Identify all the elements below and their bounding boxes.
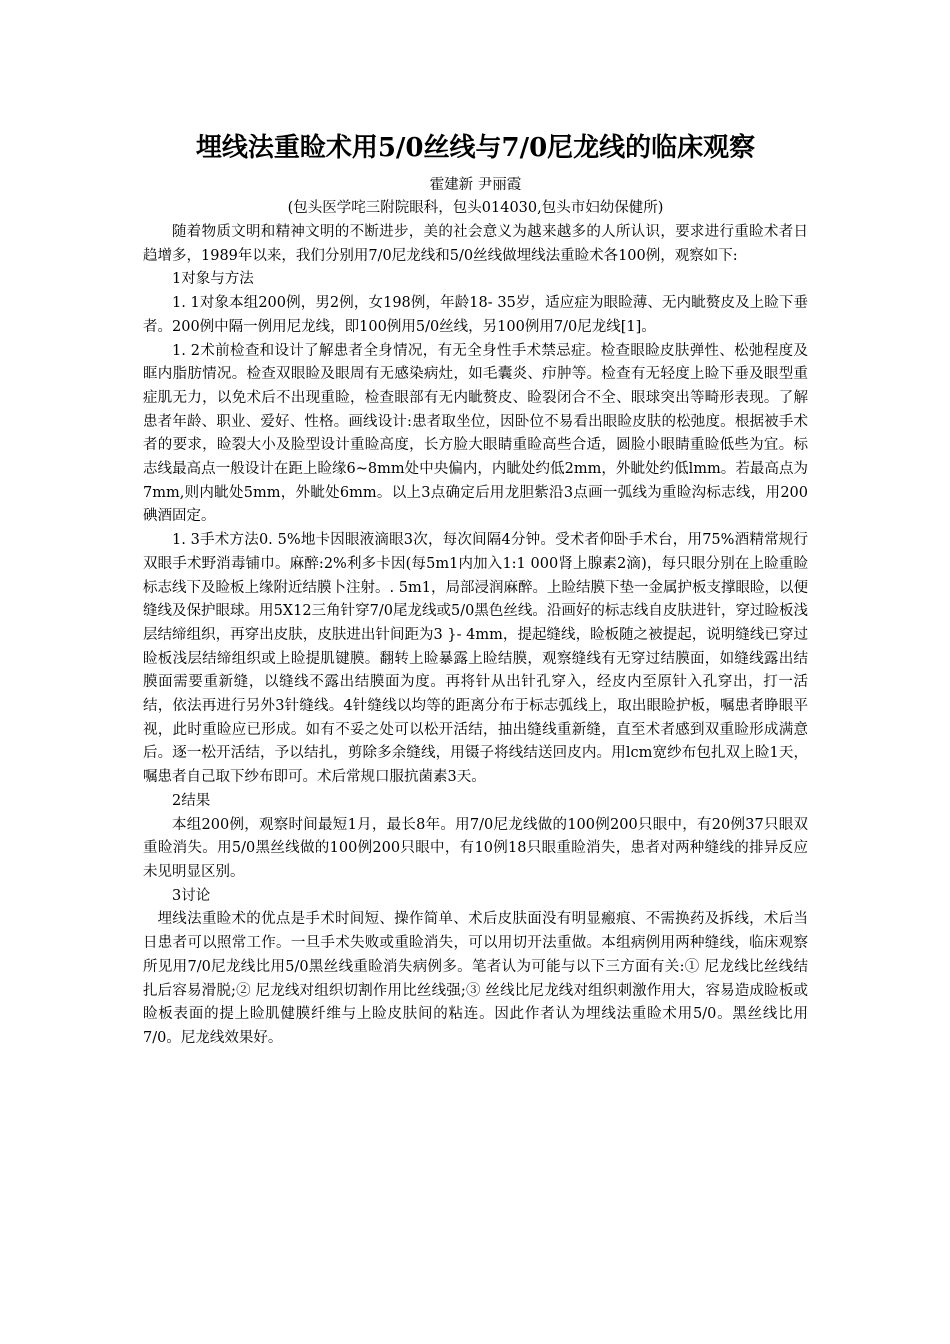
section-3-paragraph: 埋线法重睑术的优点是手术时间短、操作简单、术后皮肤面没有明显瘢痕、不需换药及拆线，术后当日患者可以照常工作。一旦手术失败或重睑消失，可以用切开法重做。本组病例用两种缝线，临床观察所见用7/0尼龙线比用5/0黑丝线重睑消失病例多。笔者认为可能与以下三方面有关:① 尼龙线比丝线结扎后容易滑脱;② 尼龙线对组织切割作用比丝线强;③ 丝线比尼龙线对组织刺激作用大，容易造成睑板或睑板表面的提上睑肌健膜纤维与上睑皮肤间的粘连。因此作者认为埋线法重睑术用5/0。黑丝线比用7/0。尼龙线效果好。 (143, 911, 808, 1046)
section-3-heading: 3讨论 (172, 887, 211, 904)
article-body (143, 221, 808, 1051)
intro-paragraph: 随着物质文明和精神文明的不断进步，美的社会意义为越来越多的人所认识，要求进行重睑术者日趋增多，1989年以来，我们分别用7/0尼龙线和5/0丝线做埋线法重睑术各100例，观察如下: (143, 224, 808, 264)
section-1-3-paragraph: 1. 3手术方法0. 5%地卡因眼液滴眼3次，每次间隔4分钟。受术者仰卧手术台，用75%酒精常规行双眼手术野消毒铺巾。麻醉:2%利多卡因(每5m1内加入1:1 000肾上腺素2滴)，每只眼分别在上睑重睑标志线下及睑板上缘附近结膜卜注射。. 5m1，局部浸润麻醉。上睑结膜下垫一金属护板支撑眼睑，以便缝线及保护眼球。用5X12三角针穿7/0尾龙线或5/0黑色丝线。沿画好的标志线自皮肤进针，穿过睑板浅层结缔组织，再穿出皮肤，皮肤进出针间距为3 }- 4mm，提起缝线，睑板随之被提起，说明缝线已穿过睑板浅层结缔组织或上睑提肌键膜。翻转上睑暴露上睑结膜，观察缝线有无穿过结膜面，如缝线露出结膜面需要重新缝，以缝线不露出结膜面为度。再将针从出针孔穿入，经皮内至原针入孔穿出，打一活结，依法再进行另外3针缝线。4针缝线以均等的距离分布于标志弧线上，取出眼睑护板，嘱患者睁眼平视，此时重睑应已形成。如有不妥之处可以松开活结，抽出缝线重新缝，直至术者感到双重睑形成满意后。逐一松开活结，予以结扎，剪除多余缝线，用镊子将线结送回皮内。用lcm宽纱布包扎双上睑1天，嘱患者自己取下纱布即可。术后常规口服抗菌素3天。 (143, 532, 808, 786)
section-2-paragraph: 本组200例，观察时间最短1月，最长8年。用7/0尼龙线做的100例200只眼中，有20例37只眼双重睑消失。用5/0黑丝线做的100例200只眼中，有10例18只眼重睑消失，患者对两种缝线的排异反应未见明显区别。 (143, 816, 808, 880)
article-title: 埋线法重睑术用5/0丝线与7/0尼龙线的临床观察 (195, 133, 756, 163)
document-page (143, 128, 808, 1051)
section-1-heading: 1对象与方法 (172, 271, 254, 288)
section-2-heading: 2结果 (172, 792, 211, 809)
article-affiliation: (包头医学咤三附院眼科，包头014030,包头市妇幼保健所) (287, 200, 664, 216)
article-authors: 霍建新 尹丽霞 (429, 177, 522, 193)
section-1-2-paragraph: 1. 2术前检查和设计了解患者全身情况，有无全身性手术禁忌症。检查眼睑皮肤弹性、松弛程度及眶内脂肪情况。检查双眼睑及眼周有无感染病灶，如毛囊炎、疖肿等。检查有无轻度上睑下垂及眼型重症肌无力，以免术后不出现重睑，检查眼部有无内眦赘皮、睑裂闭合不全、眼球突出等畸形表现。了解患者年龄、职业、爱好、性格。画线设计:患者取坐位，因卧位不易看出眼睑皮肤的松弛度。根据被手术者的要求，睑裂大小及脸型设计重睑高度，长方脸大眼睛重睑高些合适，圆脸小眼睛重睑低些为宜。标志线最高点一般设计在距上睑缘6~8mm处中央偏内，内眦处约低2mm，外眦处约低lmm。若最高点为7mm,则内眦处5mm，外眦处6mm。以上3点确定后用龙胆紫沿3点画一弧线为重睑沟标志线，用200碘酒固定。 (143, 342, 808, 525)
section-1-1-paragraph: 1. 1对象本组200例，男2例，女198例，年龄18- 35岁，适应症为眼睑薄、无内眦赘皮及上睑下垂者。200例中隔一例用尼龙线，即100例用5/0丝线，另100例用7/0尼龙线[1]。 (143, 295, 808, 335)
